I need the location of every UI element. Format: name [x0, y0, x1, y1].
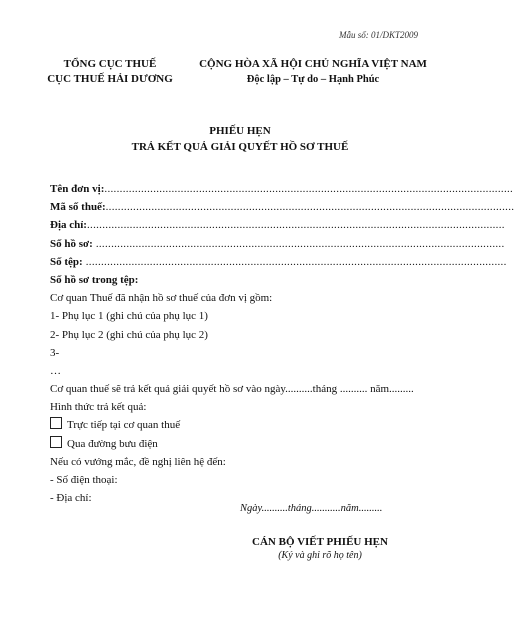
- national-header: [188, 57, 438, 87]
- agency-line-2: CỤC THUẾ HẢI DƯƠNG: [47, 73, 173, 85]
- checkbox-direct[interactable]: [50, 417, 62, 429]
- form-number: Mẫu số: 01/DKT2009: [338, 30, 418, 40]
- agency-header: [40, 57, 180, 87]
- signature-title: CÁN BỘ VIẾT PHIẾU HẸN: [252, 536, 388, 548]
- appendix-item-2: 2- Phụ lục 2 (ghi chú của phụ lục 2): [50, 328, 208, 341]
- return-method-option-direct[interactable]: Trực tiếp tại cơ quan thuế: [50, 416, 440, 434]
- title-line-2: TRẢ KẾT QUẢ GIẢI QUYẾT HỒ SƠ THUẾ: [131, 141, 349, 153]
- form-body: [50, 180, 514, 507]
- signature-date-line: Ngày..........tháng...........năm.........: [240, 503, 383, 514]
- appendix-item-1: 1- Phụ lục 1 (ghi chú của phụ lục 1): [50, 310, 208, 323]
- contact-address: - Địa chỉ:: [50, 492, 92, 505]
- signature-note: (Ký và ghi rõ họ tên): [278, 550, 362, 561]
- return-date-text: Cơ quan thuế sẽ trả kết quả giải quyết hồ sơ vào ngày..........tháng .......... năm.........: [50, 383, 414, 396]
- return-method-label: Hình thức trả kết quả:: [50, 401, 147, 414]
- field-file-count[interactable]: Số tệp: ..........................................................................................................................................: [50, 255, 507, 268]
- national-motto: Độc lập – Tự do – Hạnh Phúc: [246, 74, 380, 85]
- contact-intro: Nếu có vướng mắc, đề nghị liên hệ đến:: [50, 455, 226, 468]
- checkbox-post[interactable]: [50, 436, 62, 448]
- field-dossier-no-in-file[interactable]: Số hồ sơ trong tệp:: [50, 273, 139, 286]
- received-text: Cơ quan Thuế đã nhận hồ sơ thuế của đơn vị gồm:: [50, 292, 273, 305]
- appendix-ellipsis: …: [50, 364, 61, 377]
- appendix-item-3: 3-: [50, 346, 60, 359]
- field-tax-code[interactable]: Mã số thuế:......................................................................................................................................: [50, 201, 514, 214]
- return-method-option-post[interactable]: Qua đường bưu điện: [50, 435, 440, 453]
- field-unit-name[interactable]: Tên đơn vị:......................................................................................................................................: [50, 183, 514, 195]
- contact-phone: - Số điện thoại:: [50, 474, 118, 486]
- document-title: [0, 123, 480, 155]
- field-dossier-no[interactable]: Số hồ sơ: ......................................................................................................................................: [50, 237, 505, 250]
- national-line-1: CỘNG HÒA XÃ HỘI CHỦ NGHĨA VIỆT NAM: [199, 58, 427, 70]
- agency-line-1: TỔNG CỤC THUẾ: [63, 58, 157, 70]
- title-line-1: PHIẾU HẸN: [209, 125, 271, 137]
- field-address[interactable]: Địa chỉ:.........................................................................................................................................: [50, 219, 505, 232]
